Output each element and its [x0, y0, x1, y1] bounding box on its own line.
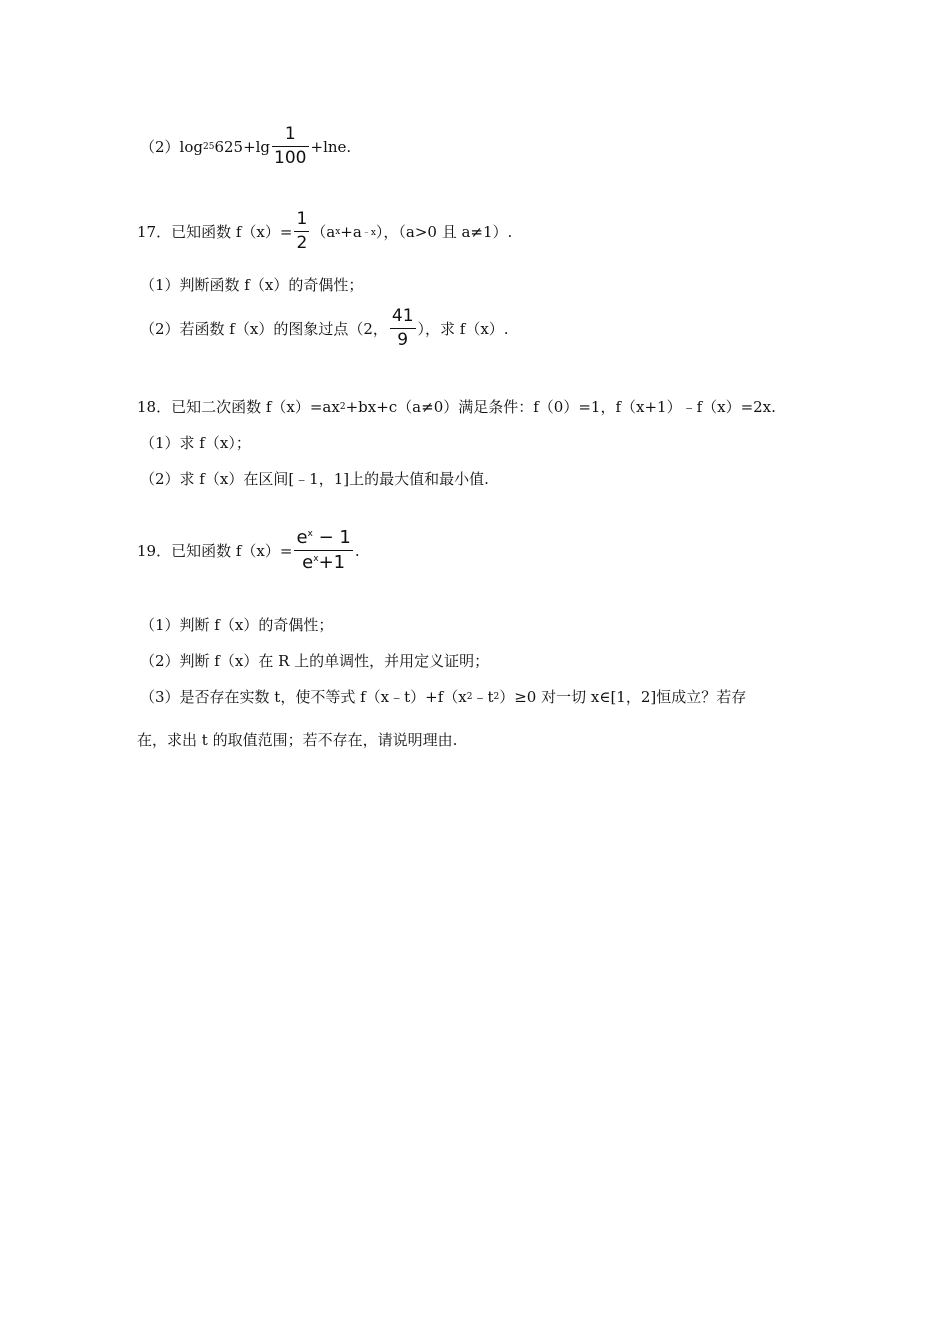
q17-frac-den: 2 [296, 233, 308, 253]
q16-part2-mid: 625+lg [214, 137, 271, 156]
q19-frac-bar [294, 550, 352, 551]
q17-part2 [140, 308, 509, 349]
q17-point-num: 41 [391, 306, 414, 326]
q18-stem-suffix: +bx+c（a≠0）满足条件：f（0）=1，f（x+1）﹣f（x）=2x. [345, 398, 776, 416]
q17-frac-num: 1 [296, 209, 308, 229]
q17-expr-a: （a [311, 223, 336, 241]
q19-part3-line2-text: 在，求出 t 的取值范围；若不存在，请说明理由. [137, 731, 458, 749]
q17-part1 [140, 274, 363, 295]
q18-stem [137, 396, 776, 417]
q17-part2-suffix: ），求 f（x）. [417, 320, 509, 338]
q19-part3-exp2: 2 [493, 691, 500, 702]
q19-part3 [140, 686, 746, 707]
q16-frac-num: 1 [284, 124, 296, 144]
q17-point-fraction [390, 308, 416, 349]
q18-part2 [140, 468, 489, 489]
q17-part2-prefix: （2）若函数 f（x）的图象过点（2， [140, 320, 388, 338]
q17-point-bar [390, 328, 416, 329]
q16-log-base: 25 [202, 141, 215, 152]
q19-frac-num [294, 529, 352, 547]
q19-frac-den [300, 554, 347, 572]
q16-frac-bar [272, 146, 308, 147]
q16-frac-den: 100 [274, 148, 307, 168]
q18-part2-text: （2）求 f（x）在区间[﹣1，1]上的最大值和最小值. [140, 470, 489, 488]
q19-stem [137, 529, 360, 572]
q16-fraction [272, 126, 308, 167]
q17-part1-text: （1）判断函数 f（x）的奇偶性； [140, 276, 364, 294]
q19-part1-text: （1）判断 f（x）的奇偶性； [140, 616, 334, 634]
q19-stem-prefix: 19．已知函数 f（x）= [137, 542, 293, 560]
q18-stem-prefix: 18．已知二次函数 f（x）=ax [137, 398, 340, 416]
q19-part3-a: （3）是否存在实数 t，使不等式 f（x﹣t）+f（x [140, 688, 467, 706]
q17-stem-prefix: 17．已知函数 f（x）= [137, 223, 293, 241]
q18-part1-text: （1）求 f（x）； [140, 434, 251, 452]
q19-den-e: e [302, 552, 314, 573]
q19-num-rest: − 1 [312, 527, 351, 548]
q19-part3-exp1: 2 [466, 691, 473, 702]
q17-point-den: 9 [397, 330, 409, 350]
q19-den-exp: x [313, 554, 319, 564]
q19-num-e: e [296, 527, 308, 548]
q17-fraction [294, 211, 309, 252]
q19-part2 [140, 650, 489, 671]
q19-part2-text: （2）判断 f（x）在 R 上的单调性，并用定义证明； [140, 652, 490, 670]
q17-expr-b: +a [340, 222, 362, 241]
q17-exp-negx: ﹣x [361, 228, 376, 238]
q16-part2-suffix: +lne. [310, 137, 352, 156]
q19-part3-c: ）≥0 对一切 x∈[1，2]恒成立？若存 [499, 688, 747, 706]
q16-part2-prefix: （2）log [140, 138, 203, 156]
q18-part1 [140, 432, 251, 453]
q19-stem-suffix: . [354, 541, 360, 560]
q19-fraction [294, 529, 352, 572]
q17-expr-c: ），（a>0 且 a≠1）. [375, 223, 513, 241]
q19-num-exp: x [307, 529, 313, 539]
q18-exp-2: 2 [339, 401, 346, 412]
q16-part2 [140, 126, 351, 167]
q19-part1 [140, 614, 333, 635]
q17-stem [137, 211, 512, 252]
q19-part3-line2 [137, 729, 457, 750]
q17-frac-bar [294, 231, 309, 232]
q17-exp-x: x [335, 226, 341, 237]
q19-part3-b: ﹣t [472, 688, 494, 706]
q19-den-rest: +1 [318, 552, 346, 573]
